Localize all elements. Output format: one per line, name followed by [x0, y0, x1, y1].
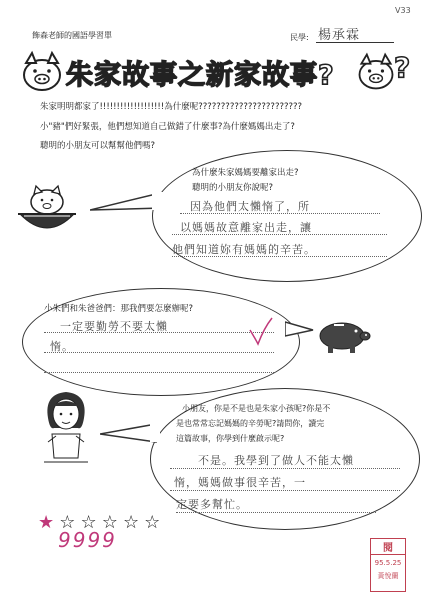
- q2-answer-line-3-rule: [44, 372, 274, 373]
- intro-line-2: 小"豬"們好緊張，他們想知道自己做錯了什麼事?為什麼媽媽出走了?: [40, 122, 295, 132]
- q3-prompt-line-3: 這篇故事，你學到什麼啟示呢?: [176, 434, 285, 443]
- handwritten-rating-mark: 9999: [58, 528, 117, 552]
- star-icon: ☆: [101, 512, 118, 533]
- worksheet-title: 飾森老師的國語學習單: [32, 31, 112, 40]
- q3-answer-line-3: 定要多幫忙。: [176, 498, 248, 511]
- student-label: 民學:: [290, 33, 309, 42]
- star-icon: ☆: [59, 512, 76, 533]
- q2-answer-line-1: 一定要勤勞不要太懶: [60, 320, 168, 333]
- q3-answer-line-1: 不是。我學到了做人不能太懶: [198, 454, 354, 467]
- q3-prompt-line-1: 小朋友，你是不是也是朱家小孩呢?你是不: [182, 404, 331, 413]
- pig-face-left-icon: [18, 47, 66, 95]
- banner-title: 朱家故事之新家故事?: [66, 60, 335, 91]
- q1-prompt-line-1: 為什麼朱家媽媽要離家出走?: [192, 168, 299, 178]
- star-icon-marked: ★: [38, 512, 55, 533]
- intro-line-1: 朱家明明都家了!!!!!!!!!!!!!!!!!!!為什麼呢???????????????????????: [40, 102, 303, 112]
- bubble-tail-1-cover: [152, 192, 166, 210]
- intro-line-3: 聰明的小朋友可以幫幫他們嗎?: [40, 141, 156, 151]
- q3-answer-line-3-rule: [176, 512, 376, 513]
- q1-answer-line-3: 他們知道妳有媽媽的辛苦。: [172, 243, 316, 256]
- stamp-top: 閱: [371, 539, 405, 555]
- q2-answer-line-2: 惰。: [50, 340, 74, 353]
- q1-prompt-line-2: 聰明的小朋友你說呢?: [192, 183, 274, 193]
- stamp-name: 黃悅蘭: [377, 572, 399, 580]
- page-mark: V33: [395, 6, 411, 15]
- pig-in-bowl-illustration: [12, 180, 82, 242]
- piggy-bank-illustration: [312, 318, 372, 356]
- student-name-underline: [316, 42, 394, 43]
- star-icon: ☆: [80, 512, 97, 533]
- q1-answer-line-2: 以媽媽故意離家出走，讓: [180, 221, 312, 234]
- student-name: 楊承霖: [318, 28, 361, 43]
- q3-answer-line-2: 惰，媽媽做事很辛苦，一: [174, 476, 306, 489]
- red-check-q2-icon: [248, 316, 274, 346]
- q1-answer-line-1: 因為他們太懶惰了，所: [190, 200, 310, 213]
- bubble-tail-3-cover: [150, 422, 160, 442]
- bubble-tail-2: [285, 320, 315, 340]
- stamp-date: 95.5.25: [374, 559, 402, 567]
- star-icon: ☆: [122, 512, 140, 533]
- q3-prompt-line-2: 是也常常忘記媽媽的辛勞呢?請問你，讀完: [176, 419, 325, 428]
- q2-prompt: 小朱們和朱爸爸們：那我們要怎麼辦呢?: [44, 304, 194, 314]
- banner: [16, 45, 411, 97]
- q2-answer-line-2-rule: [44, 352, 274, 353]
- pig-face-right-icon: [354, 49, 398, 93]
- banner-question-mark: ?: [394, 51, 411, 84]
- teacher-stamp: [370, 538, 406, 592]
- q3-answer-line-1-rule: [170, 468, 400, 469]
- girl-illustration: [38, 388, 94, 470]
- star-icon: ☆: [144, 512, 161, 533]
- q3-answer-line-2-rule: [170, 490, 400, 491]
